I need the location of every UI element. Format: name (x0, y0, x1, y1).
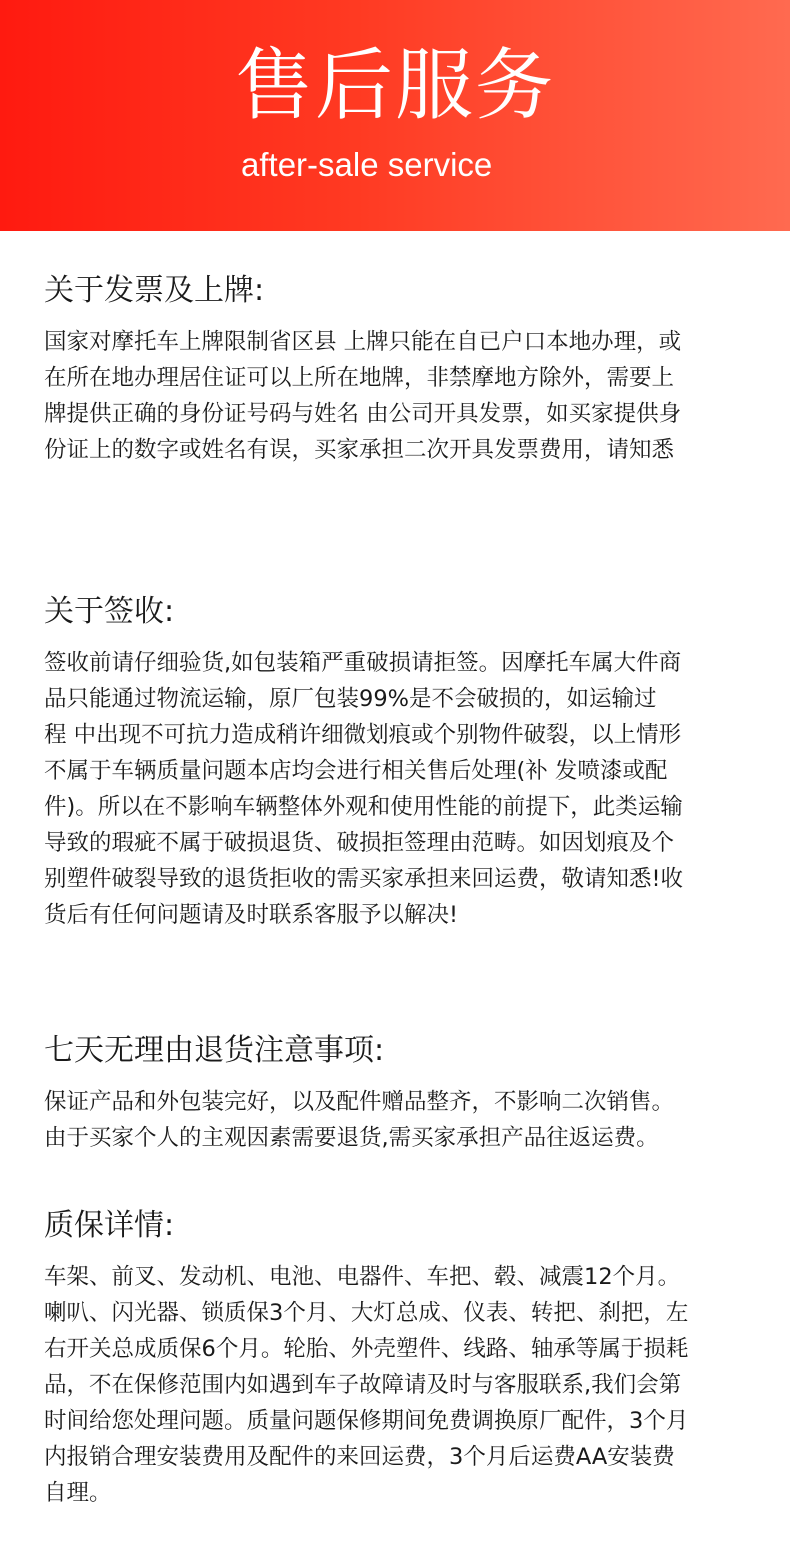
text-line: 不属于车辆质量问题本店均会进行相关售后处理(补 发喷漆或配 (44, 758, 668, 784)
section-body (44, 1084, 760, 1156)
page-subtitle: after-sale service (241, 146, 493, 183)
section-warranty (44, 1206, 760, 1511)
section-signing (44, 592, 760, 933)
section-body (44, 324, 760, 468)
section-body (44, 645, 760, 933)
text-line: 件)。所以在不影响车辆整体外观和使用性能的前提下，此类运输 (44, 794, 683, 820)
text-line: 在所在地办理居住证可以上所在地牌，非禁摩地方除外，需要上 (44, 365, 675, 391)
text-line: 国家对摩托车上牌限制省区县 上牌只能在自已户口本地办理，或 (44, 329, 682, 355)
section-seven-day-return (44, 1031, 760, 1156)
text-line: 货后有任何问题请及时联系客服予以解决! (44, 902, 459, 928)
section-invoice-registration (44, 271, 760, 468)
text-line: 内报销合理安装费用及配件的来回运费，3个月后运费AA安装费 (44, 1444, 675, 1470)
section-heading: 关于签收: (44, 594, 175, 629)
section-heading: 关于发票及上牌: (44, 273, 265, 308)
text-line: 份证上的数字或姓名有误，买家承担二次开具发票费用，请知悉 (44, 437, 675, 463)
text-line: 喇叭、闪光器、锁质保3个月、大灯总成、仪表、转把、刹把，左 (44, 1300, 689, 1326)
text-line: 品，不在保修范围内如遇到车子故障请及时与客服联系,我们会第 (44, 1372, 682, 1398)
text-line: 程 中出现不可抗力造成稍许细微划痕或个别物件破裂，以上情形 (44, 722, 682, 748)
text-line: 由于买家个人的主观因素需要退货,需买家承担产品往返运费。 (44, 1125, 659, 1151)
text-line: 签收前请仔细验货,如包装箱严重破损请拒签。因摩托车属大件商 (44, 650, 682, 676)
section-heading: 七天无理由退货注意事项: (44, 1033, 385, 1068)
text-line: 右开关总成质保6个月。轮胎、外壳塑件、线路、轴承等属于损耗 (44, 1336, 689, 1362)
text-line: 自理。 (44, 1480, 112, 1506)
header-banner (0, 0, 790, 231)
text-line: 保证产品和外包装完好，以及配件赠品整齐，不影响二次销售。 (44, 1089, 675, 1115)
page-title: 售后服务 (234, 41, 555, 131)
text-line: 导致的瑕疵不属于破损退货、破损拒签理由范畴。如因划痕及个 (44, 830, 675, 856)
section-body (44, 1259, 760, 1511)
text-line: 时间给您处理问题。质量问题保修期间免费调换原厂配件，3个月 (44, 1408, 689, 1434)
section-heading: 质保详情: (44, 1208, 175, 1243)
text-line: 牌提供正确的身份证号码与姓名 由公司开具发票，如买家提供身 (44, 401, 682, 427)
text-line: 别塑件破裂导致的退货拒收的需买家承担来回运费，敬请知悉!收 (44, 866, 684, 892)
text-line: 品只能通过物流运输，原厂包装99%是不会破损的，如运输过 (44, 686, 657, 712)
text-line: 车架、前叉、发动机、电池、电器件、车把、毂、减震12个月。 (44, 1264, 681, 1290)
